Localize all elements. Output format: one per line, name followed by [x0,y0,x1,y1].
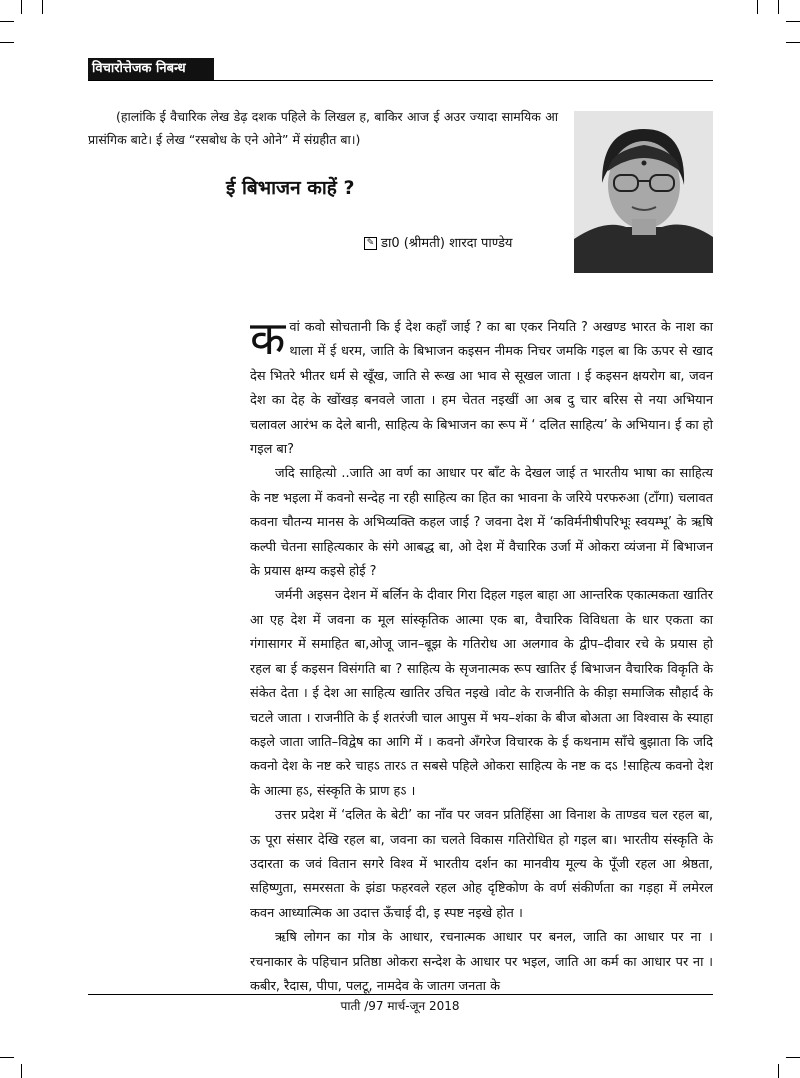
author-byline [364,233,512,251]
crop-mark [786,21,800,22]
paragraph: जदि साहित्यो ..जाति आ वर्ण का आधार पर बाँट के देखल जाई त भारतीय भाषा का साहित्य के नष्ट भइला में कवनो सन्देह ना रही साहित्य का हित का भावना के जरिये परफरुआ (टाँगा) चलावत कवना चौतन्य मानस के अभिव्यक्ति कहल जाई ? जवना देश में ‘कविर्मनीषीपरिभूः स्वयम्भू’ के ऋषि कल्पी चेतना साहित्यकार के संगे आबद्ध बा, ओ देश में वैचारिक उर्जा में ओकरा व्यंजना में बिभाजन के प्रयास क्षम्य कइसे होई ? [250,466,713,580]
crop-mark [786,1057,800,1058]
crop-mark [21,0,22,14]
dropcap: क [250,311,286,365]
crop-mark [21,1064,22,1078]
page-footer: पाती /97 मार्च-जून 2018 [340,999,460,1013]
author-portrait-icon [574,111,713,273]
crop-mark [0,1057,14,1058]
paragraph-text: वां कवो सोचतानी कि ई देश कहाँ जाई ? का बा एकर नियति ? अखण्ड भारत के नाश का थाला में ई धरम, जाति के बिभाजन कइसन नीमक निचर जमकि गइल बा कि ऊपर से खाद देस भितरे भीतर धर्म से खूँख, जाति से रूख आ भाव से सूखल जाता । ई कइसन क्षयरोग बा, जवन देश का देह के खोंखड़ बनवले जाता । हम चेतत नइखीं आ अब दु चार बरिस से नया अभियान चलावल आरंभ क देले बानी, साहित्य के बिभाजन का रूप में ‘ दलित साहित्य’ के अभियान। ई का हो गइल बा? [250,320,713,458]
crop-mark [0,42,14,43]
paragraph [250,311,713,462]
paragraph: ऋषि लोगन का गोत्र के आधार, रचनात्मक आधार पर बनल, जाति का आधार पर ना । रचनाकार के पहिचान प्रतिष्ठा ओकरा सन्देश के आधार पर भइल, जाति आ कर्म का आधार पर ना । कबीर, रैदास, पीपा, पलटू, नामदेव के जातग जनता के [250,930,713,994]
crop-mark [778,0,779,14]
crop-mark [0,21,14,22]
pen-icon: ✎ [364,237,377,250]
crop-mark [757,0,758,14]
top-rule [88,80,713,81]
bottom-rule [88,994,713,995]
section-tag: विचारोत्तेजक निबन्ध [88,58,214,80]
crop-mark [786,42,800,43]
crop-mark [42,0,43,14]
article-title: ई बिभाजन काहें ? [226,177,355,199]
intro-note: (हालांकि ई वैचारिक लेख डेढ़ दशक पहिले के लिखल ह, बाकिर आज ई अउर ज्यादा सामयिक आ प्रासंगिक बाटे। ई लेख “रसबोध के एने ओने” में संग्रहीत बा।) [88,109,558,147]
author-photo [574,111,713,273]
paragraph: जर्मनी अइसन देशन में बर्लिन के दीवार गिरा दिहल गइल बाहा आ आन्तरिक एकात्मकता खातिर आ एह देश में जवना क मूल सांस्कृतिक आत्मा एक बा, वैचारिक विविधता के धार एकता का गंगासागर में समाहित बा,ओजू जान–बूझ के गतिरोध आ अलगाव के द्वीप–दीवार रचे के प्रयास हो रहल बा ई कइसन विसंगति बा ? साहित्य के सृजनात्मक रूप खातिर ई बिभाजन वैचारिक विकृति के संकेत देता । ई देश आ साहित्य खातिर उचित नइखे ।वोट के राजनीति के कीड़ा समाजिक सौहार्द के चटले जाता । राजनीति के ई शतरंजी चाल आपुस में भय–शंका के बीज बोअता आ विश्वास के स्याहा कइले जाता जाति–विद्वेष का आगि में । कवनो अँगरेज विचारक के ई कथनाम साँचे बुझाता कि जदि कवनो देश के नष्ट करे चाहऽ तारऽ त सबसे पहिले ओकरा साहित्य के नष्ट क दऽ !साहित्य कवनो देश के आत्मा हऽ, संस्कृति के प्राण हऽ । [250,588,713,799]
paragraph: उत्तर प्रदेश में ‘दलित के बेटी’ का नाँव पर जवन प्रतिहिंसा आ विनाश के ताण्डव चल रहल बा, ऊ पूरा संसार देखि रहल बा, जवना का चलते विकास गतिरोधित हो गइल बा। भारतीय संस्कृति के उदारता क जवं वितान सगरे विश्व में भारतीय दर्शन का मानवीय मूल्य के पूँजी रहल आ श्रेष्ठता, सहिष्णुता, समरसता के झंडा फहरवले रहल ओह दृष्टिकोण के वर्ण संकीर्णता का गड़हा में लमेरल कवन आध्यात्मिक आ उदात्त ऊँचाई दी, इ स्पष्ट नइखे होत । [250,808,713,921]
article-body [250,311,713,999]
author-name: डा0 (श्रीमती) शारदा पाण्डेय [381,236,513,251]
crop-mark [778,1064,779,1078]
